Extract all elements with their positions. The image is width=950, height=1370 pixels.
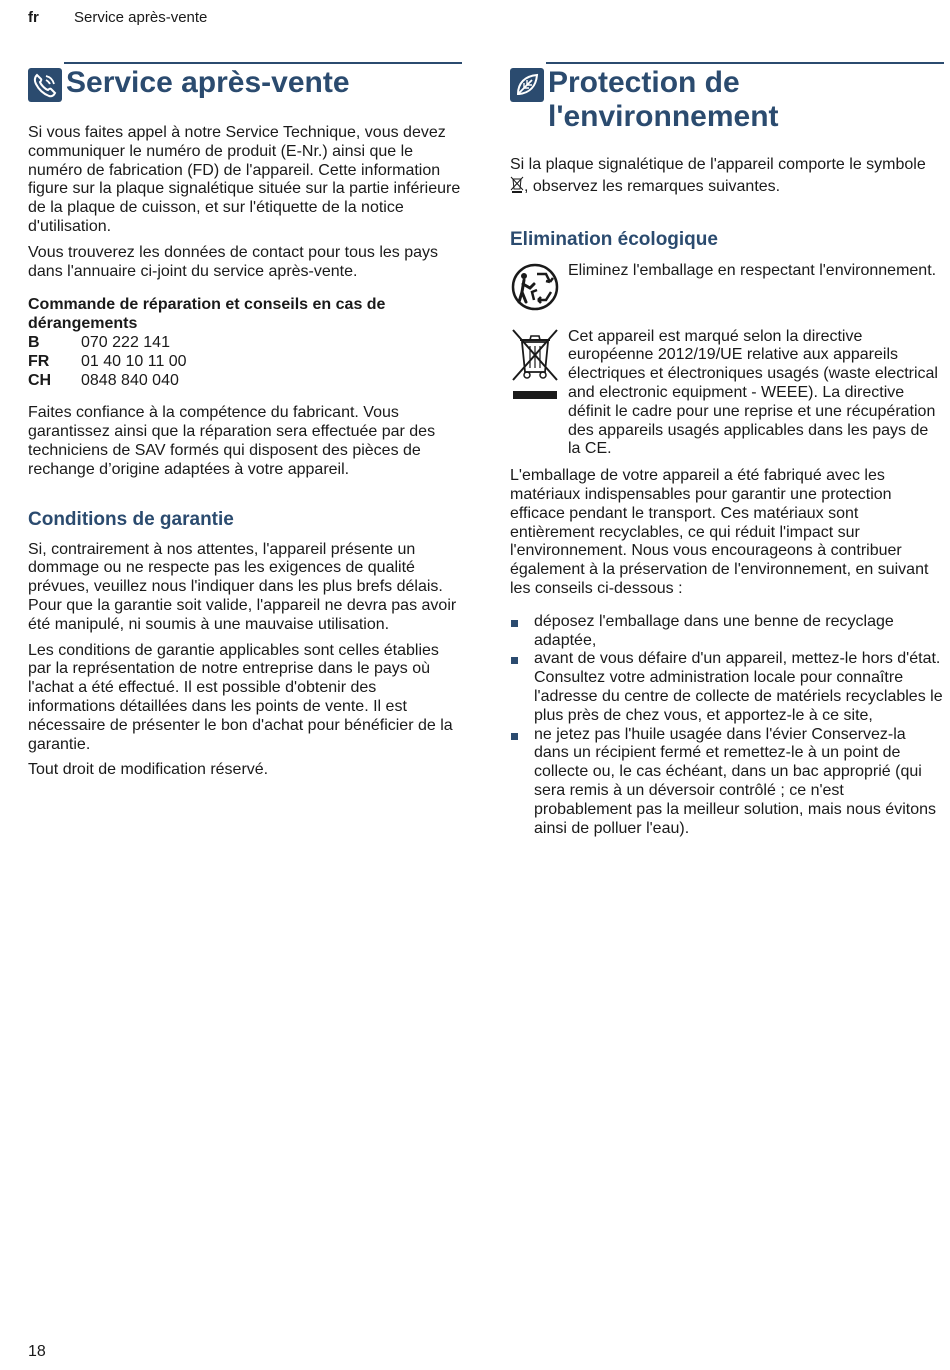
phone-list xyxy=(28,334,462,390)
eco-text-packaging: Eliminez l'emballage en respectant l'environnement. xyxy=(568,261,937,279)
phone-country: B xyxy=(28,333,40,351)
header-section: Service après-vente xyxy=(74,9,208,26)
packaging-paragraph: L'emballage de votre appareil a été fabriqué avec les matériaux indispensables pour garantir une protection efficace pendant le transport. Ces matériaux sont entièrement recyclables, ce qui réduit l'impact sur l'environnement. Nous vous encourageons à contribuer également à la préservation de l'environnement, en suivant les conseils ci-dessous : xyxy=(510,467,929,597)
left-column xyxy=(28,62,462,780)
heading-rule xyxy=(546,62,944,64)
warranty-paragraph-1: Si, contrairement à nos attentes, l'appareil présente un dommage ou ne respecte pas les exigences de qualité prévues, veuillez nous l'indiquer dans les plus brefs délais. Pour que la garantie soit valide, l'appareil ne devra pas avoir été manipulé, ni soumis à une mauvaise utilisation. xyxy=(28,540,457,633)
page-number: 18 xyxy=(28,1343,46,1360)
phone-number: 01 40 10 11 00 xyxy=(81,352,187,370)
weee-small-icon xyxy=(510,175,524,199)
phone-row xyxy=(28,334,462,353)
phone-country: CH xyxy=(28,371,52,389)
page-title-service: Service après-vente xyxy=(66,66,350,99)
warranty-heading: Conditions de garantie xyxy=(28,508,234,530)
intro-paragraph: Si vous faites appel à notre Service Technique, vous devez communiquer le numéro de produit (E-Nr.) ainsi que le numéro de fabrication (FD) de l'appareil. Cette information figure sur la plaque signalétique située sur la partie inférieure de la plaque de cuisson, et sur l'étiquette de la notice d'utilisation. xyxy=(28,124,461,235)
list-item: avant de vous défaire d'un appareil, mettez-le hors d'état. Consultez votre administration locale pour connaître l'adresse du centre de collecte de matériels recyclables le plus près de chez vous, et apportez-le à ce site, xyxy=(510,650,944,725)
env-intro-text: Si la plaque signalétique de l'appareil comporte le symbole xyxy=(510,156,926,173)
warranty-paragraph-2: Les conditions de garantie applicables sont celles établies par la représentation de notre entreprise dans le pays où l'achat a été effectué. Il est possible d'obtenir des informations détaillées dans les points de vente. Il est nécessaire de présenter le bon d'achat pour bénéficier de la garantie. xyxy=(28,641,453,753)
contact-paragraph: Vous trouverez les données de contact pour tous les pays dans l'annuaire ci-joint du service après-vente. xyxy=(28,243,439,280)
trust-paragraph: Faites confiance à la compétence du fabricant. Vous garantissez ainsi que la réparation sera effectuée par des techniciens de SAV formés qui disposent des pièces de rechange d’origine adaptées à votre appareil. xyxy=(28,404,436,478)
phone-number: 0848 840 040 xyxy=(81,371,179,389)
phone-country: FR xyxy=(28,352,50,370)
eco-text xyxy=(568,328,944,460)
phone-number: 070 222 141 xyxy=(81,333,170,351)
page-title-environment xyxy=(548,66,779,134)
recycle-icon xyxy=(510,262,568,317)
header-language: fr xyxy=(28,9,39,26)
right-column xyxy=(510,62,944,838)
reserved-notice: Tout droit de modification réservé. xyxy=(28,761,269,779)
env-intro-text: , observez les remarques suivantes. xyxy=(524,177,781,195)
tips-list xyxy=(510,613,944,839)
weee-bin-icon xyxy=(510,328,568,460)
eco-text xyxy=(568,262,944,317)
title-line: Protection de xyxy=(548,66,740,99)
env-intro xyxy=(510,156,944,199)
phone-row xyxy=(28,372,462,391)
leaf-icon xyxy=(510,68,544,102)
eco-item-packaging xyxy=(510,262,944,317)
phone-icon xyxy=(28,68,62,102)
eco-heading: Elimination écologique xyxy=(510,228,718,250)
phone-row xyxy=(28,353,462,372)
eco-item-weee xyxy=(510,328,944,460)
eco-text-weee: Cet appareil est marqué selon la directive européenne 2012/19/UE relative aux appareils électriques et électroniques usagés (waste electrical and electronic equipment - WEEE). La directive définit le cadre pour une reprise et une récupération des appareils usagés applicables dans les pays de la CE. xyxy=(568,327,938,458)
title-line: l'environnement xyxy=(548,100,779,133)
list-item: ne jetez pas l'huile usagée dans l'évier Conservez-la dans un récipient fermé et remettez-le à un point de collecte ou, le cas échéant, dans un bac approprié (qui sera remis à un déversoir contrôlé ; ce n'est probablement pas la meilleur solution, mais nous évitons ainsi de polluer l'eau). xyxy=(510,726,944,839)
repair-heading: Commande de réparation et conseils en cas de dérangements xyxy=(28,296,386,333)
list-item: déposez l'emballage dans une benne de recyclage adaptée, xyxy=(510,613,944,651)
heading-rule xyxy=(64,62,462,64)
